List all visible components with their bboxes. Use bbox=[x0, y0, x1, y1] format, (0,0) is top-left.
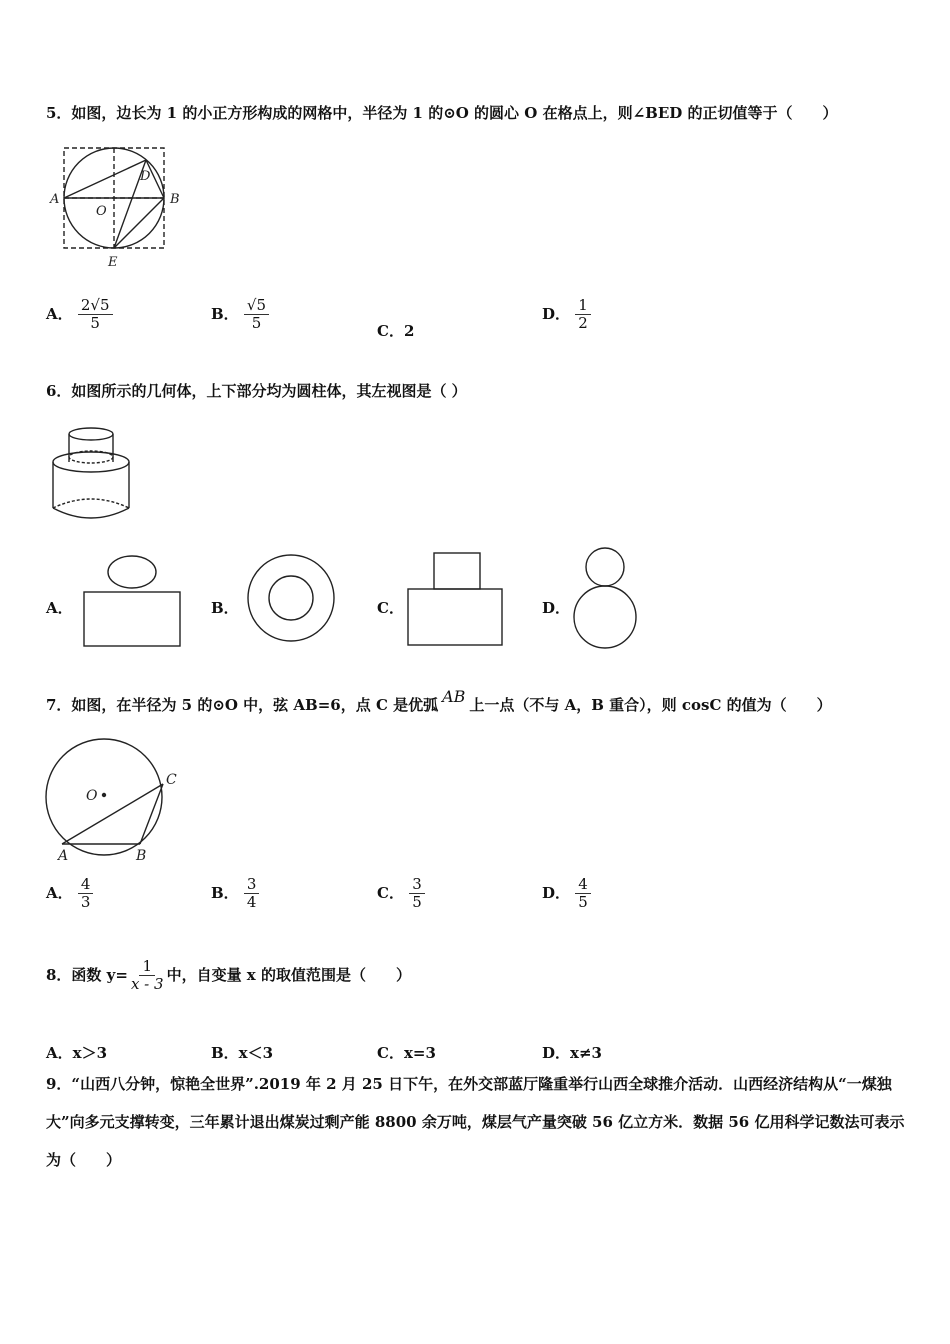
q5-a-den: 5 bbox=[90, 314, 100, 333]
q7-b-num: 3 bbox=[244, 876, 260, 894]
fig5-label-d: D bbox=[140, 169, 151, 184]
q6-option-b[interactable]: B． bbox=[211, 599, 239, 617]
question-6-figure bbox=[46, 420, 136, 525]
question-5-figure bbox=[44, 142, 189, 272]
q8-text-before: 8．函数 y= bbox=[46, 965, 128, 984]
q7-text-before: 7．如图，在半径为 5 的⊙O 中，弦 AB=6，点 C 是优弧 bbox=[46, 696, 439, 714]
q7-arc: AB bbox=[442, 687, 466, 706]
q6-b-figure bbox=[245, 552, 340, 647]
q5-d-num: 1 bbox=[575, 297, 591, 315]
question-7-figure bbox=[44, 738, 182, 862]
q7-option-c[interactable]: C． $\frac{3}{5}$ bbox=[377, 876, 425, 912]
q6-option-d[interactable]: D． bbox=[542, 599, 571, 617]
fig7-label-b: B bbox=[136, 848, 147, 862]
fig5-label-o: O bbox=[96, 204, 107, 219]
q7-a-den: 3 bbox=[80, 893, 91, 912]
q7-option-a[interactable]: A． $\frac{4}{3}$ bbox=[46, 876, 93, 912]
q7-option-d[interactable]: D． $\frac{4}{5}$ bbox=[542, 876, 591, 912]
q5-option-d[interactable]: D． $\frac{1}{2}$ bbox=[542, 297, 591, 333]
q7-d-den: 5 bbox=[578, 893, 588, 912]
q5-a-num: 2√5 bbox=[78, 297, 113, 315]
fig5-label-a: A bbox=[50, 192, 60, 207]
question-8-text bbox=[46, 958, 411, 994]
q6-d-figure bbox=[572, 545, 640, 653]
q8-option-d[interactable]: D．x≠3 bbox=[542, 1044, 602, 1062]
q7-b-den: 4 bbox=[246, 893, 257, 912]
q5-b-den: 5 bbox=[251, 314, 262, 333]
question-9-text: 9．“山西八分钟，惊艳全世界”.2019 年 2 月 25 日下午，在外交部蓝厅隆重举行山西全球推介活动．山西经济结构从“一煤独大”向多元支撑转变，三年累计退出煤炭过剩产能 8800 余万吨，煤层气产量突破 56 亿立方米．数据 56 亿用科学记数法可表示为（ ） bbox=[46, 1075, 905, 1169]
q5-option-a[interactable]: A． $\frac{2√5}{5}$ bbox=[46, 297, 113, 333]
q7-d-num: 4 bbox=[575, 876, 591, 894]
q5-option-b[interactable]: B． $\frac{√5}{5}$ bbox=[211, 297, 269, 333]
fig7-label-c: C bbox=[166, 772, 177, 788]
q6-option-a[interactable]: A． bbox=[46, 599, 73, 617]
question-7-text bbox=[46, 687, 832, 715]
q6-a-figure bbox=[80, 552, 185, 652]
q8-option-b[interactable]: B．x＜3 bbox=[211, 1044, 274, 1062]
q5-d-den: 2 bbox=[578, 314, 588, 333]
fig5-label-b: B bbox=[170, 192, 180, 207]
q8-text-after: 中，自变量 x 的取值范围是（ ） bbox=[166, 965, 411, 984]
q8-option-c[interactable]: C．x=3 bbox=[377, 1044, 436, 1062]
q8-fraction: $\frac{1}{x - 3}$ bbox=[130, 957, 164, 994]
fig7-label-a: A bbox=[58, 848, 69, 862]
q7-c-den: 5 bbox=[412, 893, 422, 912]
q6-c-figure bbox=[405, 550, 505, 650]
q8-option-a[interactable]: A．x＞3 bbox=[46, 1044, 108, 1062]
q7-option-b[interactable]: B． $\frac{3}{4}$ bbox=[211, 876, 259, 912]
q7-a-num: 4 bbox=[78, 876, 94, 894]
q7-c-num: 3 bbox=[409, 876, 425, 894]
q5-b-num: √5 bbox=[244, 297, 269, 315]
fig5-label-e: E bbox=[108, 255, 118, 270]
question-5-text: 5．如图，边长为 1 的小正方形构成的网格中，半径为 1 的⊙O 的圆心 O 在格点上，则∠BED 的正切值等于（ ） bbox=[46, 104, 838, 122]
q5-option-c[interactable]: C．2 bbox=[377, 322, 415, 340]
fig7-label-o: O bbox=[86, 788, 98, 804]
question-6-text: 6．如图所示的几何体，上下部分均为圆柱体，其左视图是（ ） bbox=[46, 382, 467, 400]
q7-text-after: 上一点（不与 A，B 重合），则 cosC 的值为（ ） bbox=[469, 696, 832, 714]
q6-option-c[interactable]: C． bbox=[377, 599, 404, 617]
